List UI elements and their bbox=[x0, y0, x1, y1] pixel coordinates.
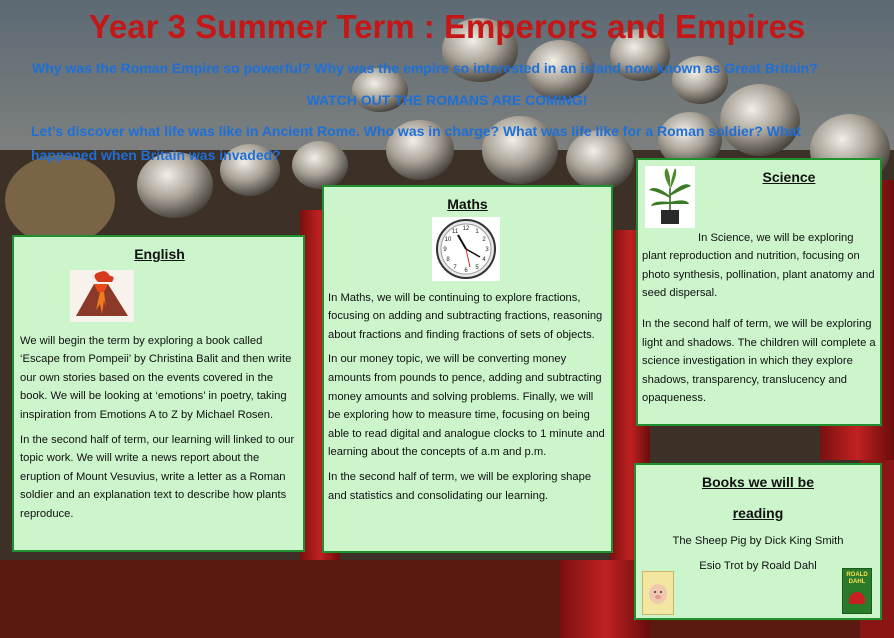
svg-text:10: 10 bbox=[444, 236, 452, 243]
plant-icon bbox=[645, 166, 695, 228]
svg-text:9: 9 bbox=[443, 246, 447, 253]
intro-discover-line: Let’s discover what life was like in Ancient Rome. Who was in charge? What was life like for a Roman soldier? What bbox=[31, 123, 801, 139]
english-panel bbox=[12, 235, 305, 552]
svg-text:7: 7 bbox=[453, 264, 457, 271]
books-heading-line-1: Books we will be bbox=[701, 474, 815, 490]
english-paragraph-1: We will begin the term by exploring a book called ‘Escape from Pompeii’ by Christina Balit and then write our own stories based on the events covered in the book. We will be looking at ‘emotions’ in poetry, taking inspiration from Emotions A to Z by Michael Rosen. bbox=[20, 334, 292, 421]
science-panel bbox=[636, 158, 882, 426]
science-paragraph-2: In the second half of term, we will be exploring light and shadows. The children will complete a science investigation in which they explore shadows, transparency, translucency and opaqueness. bbox=[642, 317, 876, 405]
svg-text:3: 3 bbox=[485, 246, 489, 253]
english-heading: English bbox=[134, 246, 185, 262]
maths-heading: Maths bbox=[447, 196, 488, 212]
svg-text:4: 4 bbox=[482, 256, 486, 263]
english-paragraph-2: In the second half of term, our learning will linked to our topic work. We will write a news report about the eruption of Mount Vesuvius, write a letter as a Roman soldier and an explanation text to describe how plants reproduce. bbox=[20, 433, 295, 520]
maths-paragraph-1: In Maths, we will be continuing to explore fractions, focusing on adding and subtracting fractions, reasoning about fractions and finding fractions of sets of objects. bbox=[328, 291, 603, 341]
tortoise-icon bbox=[849, 592, 865, 604]
intro-question-line: Why was the Roman Empire so powerful? Why was the empire so interested in an island now known as Great Britain? bbox=[32, 60, 818, 76]
science-heading: Science bbox=[762, 169, 816, 185]
svg-text:8: 8 bbox=[446, 256, 450, 263]
svg-text:2: 2 bbox=[482, 236, 486, 243]
page-title: Year 3 Summer Term : Emperors and Empires bbox=[88, 8, 806, 45]
sheep-pig-cover bbox=[642, 571, 674, 615]
intro-warning-line: WATCH OUT THE ROMANS ARE COMING! bbox=[306, 92, 588, 108]
books-panel bbox=[634, 463, 882, 620]
maths-panel bbox=[322, 185, 613, 553]
svg-text:12: 12 bbox=[462, 225, 470, 232]
books-heading-line-2: reading bbox=[732, 504, 784, 521]
book-title-esio-trot: Esio Trot by Roald Dahl bbox=[699, 559, 817, 572]
esio-trot-cover-author: ROALD DAHL bbox=[846, 572, 868, 585]
maths-paragraph-3: In the second half of term, we will be exploring shape and statistics and consolidating our learning. bbox=[328, 470, 592, 502]
svg-text:5: 5 bbox=[475, 264, 479, 271]
book-title-sheep-pig: The Sheep Pig by Dick King Smith bbox=[672, 535, 844, 548]
esio-trot-cover bbox=[842, 568, 872, 614]
science-paragraph-1: In Science, we will be exploring plant reproduction and nutrition, focusing on photo synthesis, pollination, plant anatomy and seed dispersal. bbox=[642, 231, 875, 300]
volcano-icon bbox=[70, 270, 134, 322]
pig-icon bbox=[643, 572, 673, 614]
maths-paragraph-2: In our money topic, we will be converting money amounts from pounds to pence, adding and subtracting money amounts and solving problems. Finally, we will be exploring how to measure time, focusing on being able to read digital and analogue clocks to 1 minute and learning about the concepts of a.m and p.m. bbox=[328, 353, 605, 459]
svg-text:11: 11 bbox=[451, 228, 459, 235]
clock-icon bbox=[432, 217, 500, 281]
svg-text:6: 6 bbox=[464, 267, 468, 274]
intro-discover-line-2: happened when Britain was invaded? bbox=[31, 147, 281, 163]
svg-text:1: 1 bbox=[475, 228, 479, 235]
